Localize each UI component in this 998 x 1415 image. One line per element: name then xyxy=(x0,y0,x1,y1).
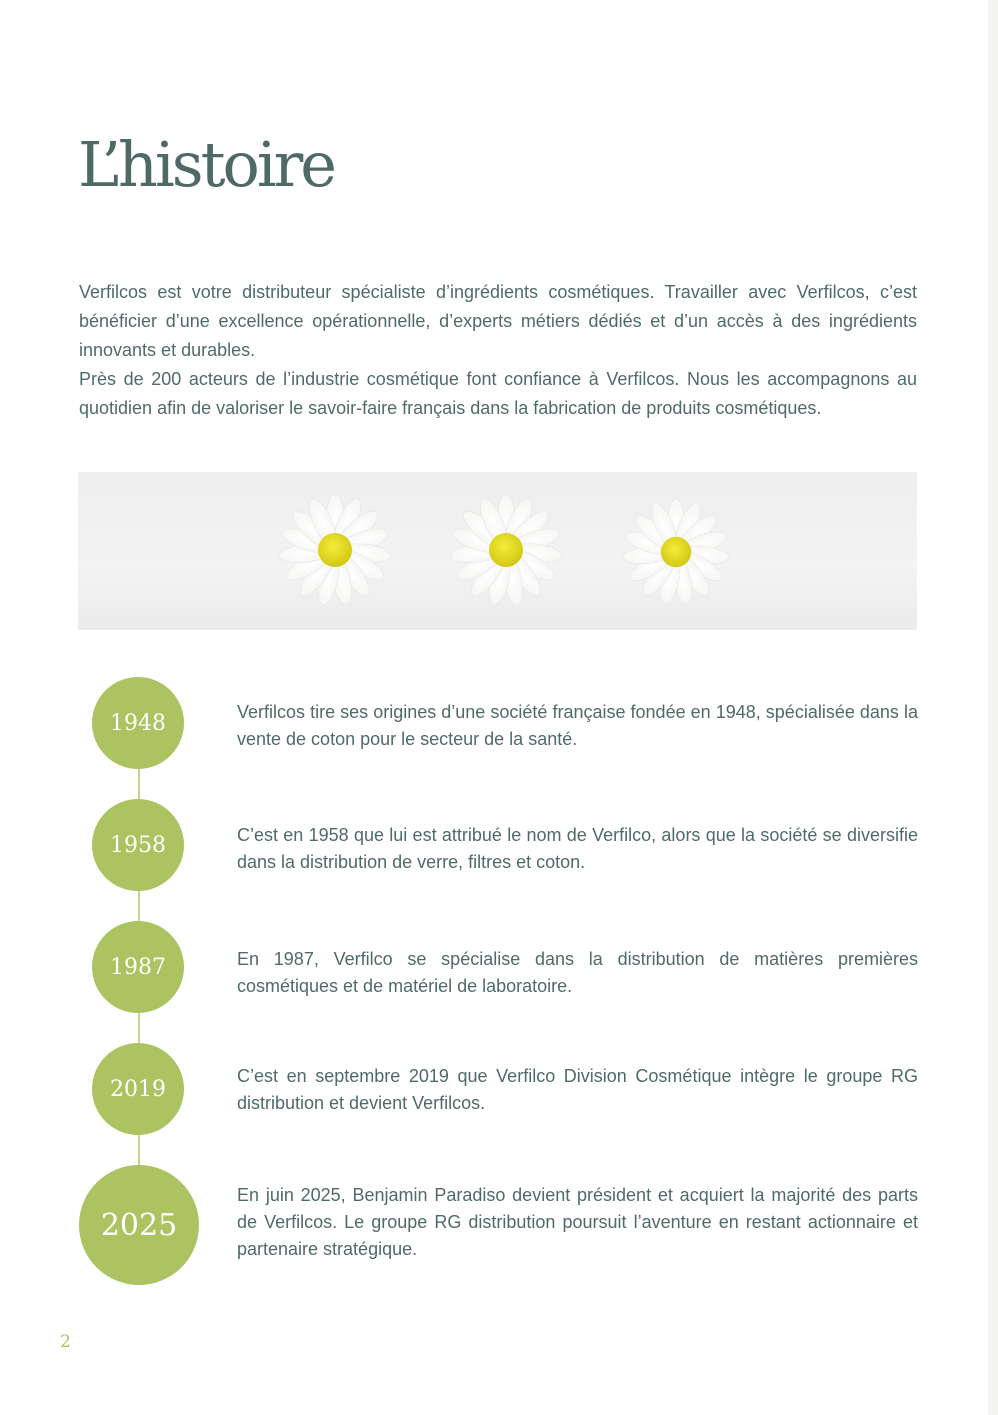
timeline-entry-2019: C’est en septembre 2019 que Verfilco Division Cosmétique intègre le groupe RG distribution et devient Verfilcos. xyxy=(237,1066,918,1113)
year-badge-1987: 1987 xyxy=(92,921,184,1013)
intro-paragraph-1: Verfilcos est votre distributeur spécialiste d’ingrédients cosmétiques. Travailler avec Verfilcos, c’est bénéficier d’une excellence opérationnelle, d’experts métiers dédiés et d’un accès à des ingrédients innovants et durables. xyxy=(79,282,917,360)
page-number: 2 xyxy=(60,1332,71,1352)
timeline-entry-2025: En juin 2025, Benjamin Paradiso devient président et acquiert la majorité des parts de Verfilcos. Le groupe RG distribution poursuit l’aventure en restant actionnaire et partenaire stratégique. xyxy=(237,1185,918,1259)
timeline-entry-1958: C’est en 1958 que lui est attribué le nom de Verfilco, alors que la société se diversifie dans la distribution de verre, filtres et coton. xyxy=(237,825,918,872)
daisy-flower-3 xyxy=(622,499,730,606)
intro-paragraph-2: Près de 200 acteurs de l’industrie cosmétique font confiance à Verfilcos. Nous les accompagnons au quotidien afin de valoriser le savoir-faire français dans la fabrication de produits cosmétiques. xyxy=(79,369,917,418)
timeline-entry-1987: En 1987, Verfilco se spécialise dans la distribution de matières premières cosmétiques et de matériel de laboratoire. xyxy=(237,949,918,996)
daisies-illustration xyxy=(78,472,917,630)
year-badge-2019: 2019 xyxy=(92,1043,184,1135)
intro-text xyxy=(79,278,917,423)
year-badge-2025: 2025 xyxy=(79,1165,199,1285)
daisies-banner-image xyxy=(78,472,917,630)
year-badge-1948: 1948 xyxy=(92,677,184,769)
daisy-flower-1 xyxy=(278,494,391,607)
page-edge-shadow xyxy=(988,0,998,1415)
page-title: L’histoire xyxy=(78,128,334,201)
daisy-flower-2 xyxy=(449,494,562,607)
year-badge-1958: 1958 xyxy=(92,799,184,891)
timeline-entry-1948: Verfilcos tire ses origines d’une société française fondée en 1948, spécialisée dans la vente de coton pour le secteur de la santé. xyxy=(237,702,918,749)
